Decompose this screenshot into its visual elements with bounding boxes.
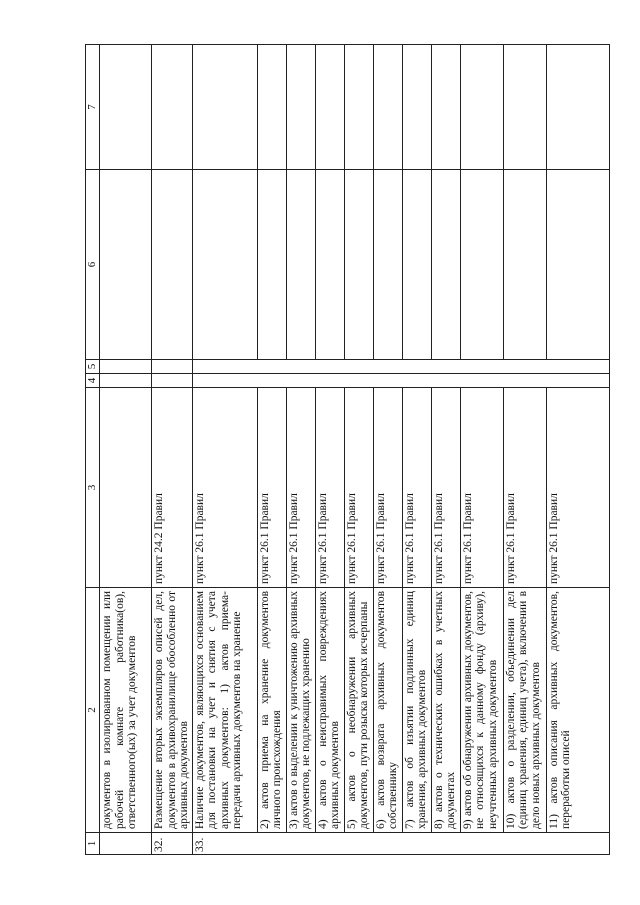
requirement-item: 2) актов приема на хранение документов личного происхождения [257, 588, 286, 832]
requirement-text: Размещение вторых экземпляров описей дел, документов в архивохранилище обособленно от архивных документов [152, 588, 193, 833]
requirement-item: 9) актов об обнаружении архивных документов, не относящихся к данному фонду (архиву), неучтенных архивных документов [460, 588, 503, 832]
legal-reference: пункт 26.1 Правил [193, 493, 206, 584]
cell-col-4 [152, 374, 193, 388]
legal-reference [100, 388, 152, 588]
legal-reference: пункт 26.1 Правил [503, 388, 546, 587]
requirement-item: 11) актов описания архивных документов, переработки описей [546, 588, 575, 832]
legal-reference-list [192, 388, 610, 588]
requirement-item: 3) актов о выделении к уничтожению архивных документов, не подлежащих хранению [286, 588, 315, 832]
header-col-1: 1 [86, 833, 100, 855]
cell-col-4 [192, 374, 610, 388]
legal-reference: пункт 24.2 Правил [152, 388, 193, 588]
header-col-7: 7 [86, 45, 100, 170]
header-col-3: 3 [86, 388, 100, 588]
row-number: 33. [192, 833, 610, 855]
requirement-item: Наличие документов, являющихся основанием для постановки на учет и снятия с учета архивных документов: 1) актов приема-передачи архивных документов на хранение [193, 591, 243, 829]
legal-reference: пункт 26.1 Правил [460, 388, 503, 587]
rotated-table-container [85, 45, 610, 855]
cell-col-7 [192, 45, 610, 170]
cell-col-4 [100, 374, 152, 388]
cell-col-6 [192, 170, 610, 360]
row-number: 32. [152, 833, 193, 855]
cell-col-5 [152, 360, 193, 374]
table-row [152, 45, 193, 855]
requirement-item: 10) актов о разделении, объединении дел (единиц хранения, единиц учета), включении в дело новых архивных документов [503, 588, 546, 832]
header-col-4: 4 [86, 374, 100, 388]
legal-reference: пункт 26.1 Правил [373, 388, 402, 587]
legal-reference: пункт 26.1 Правил [402, 388, 431, 587]
table-row [100, 45, 152, 855]
requirement-item: 4) актов о неисправимых повреждениях архивных документов [315, 588, 344, 832]
table-row [192, 45, 610, 855]
requirement-text: документов в изолированном помещении или рабочей комнате работника(ов), ответственного(ых) за учет документов [100, 588, 152, 833]
legal-reference: пункт 26.1 Правил [344, 388, 373, 587]
requirement-list [192, 588, 610, 833]
header-col-2: 2 [86, 588, 100, 833]
cell-col-6 [100, 170, 152, 360]
cell-col-7 [152, 45, 193, 170]
requirement-item: 6) актов возврата архивных документов собственнику [373, 588, 402, 832]
cell-col-7 [100, 45, 152, 170]
cell-col-6 [152, 170, 193, 360]
legal-reference: пункт 26.1 Правил [546, 388, 575, 587]
header-row [86, 45, 100, 855]
legal-reference: пункт 26.1 Правил [431, 388, 460, 587]
legal-reference: пункт 26.1 Правил [315, 388, 344, 587]
header-col-6: 6 [86, 170, 100, 360]
header-col-5: 5 [86, 360, 100, 374]
legal-reference: пункт 26.1 Правил [257, 388, 286, 587]
cell-col-5 [100, 360, 152, 374]
legal-reference: пункт 26.1 Правил [286, 388, 315, 587]
requirement-item: 5) актов о необнаружении архивных документов, пути розыска которых исчерпаны [344, 588, 373, 832]
row-number [100, 833, 152, 855]
cell-col-5 [192, 360, 610, 374]
checklist-table [85, 44, 610, 855]
requirement-item: 8) актов о технических ошибках в учетных документах [431, 588, 460, 832]
requirement-item: 7) актов об изъятии подлинных единиц хранения, архивных документов [402, 588, 431, 832]
